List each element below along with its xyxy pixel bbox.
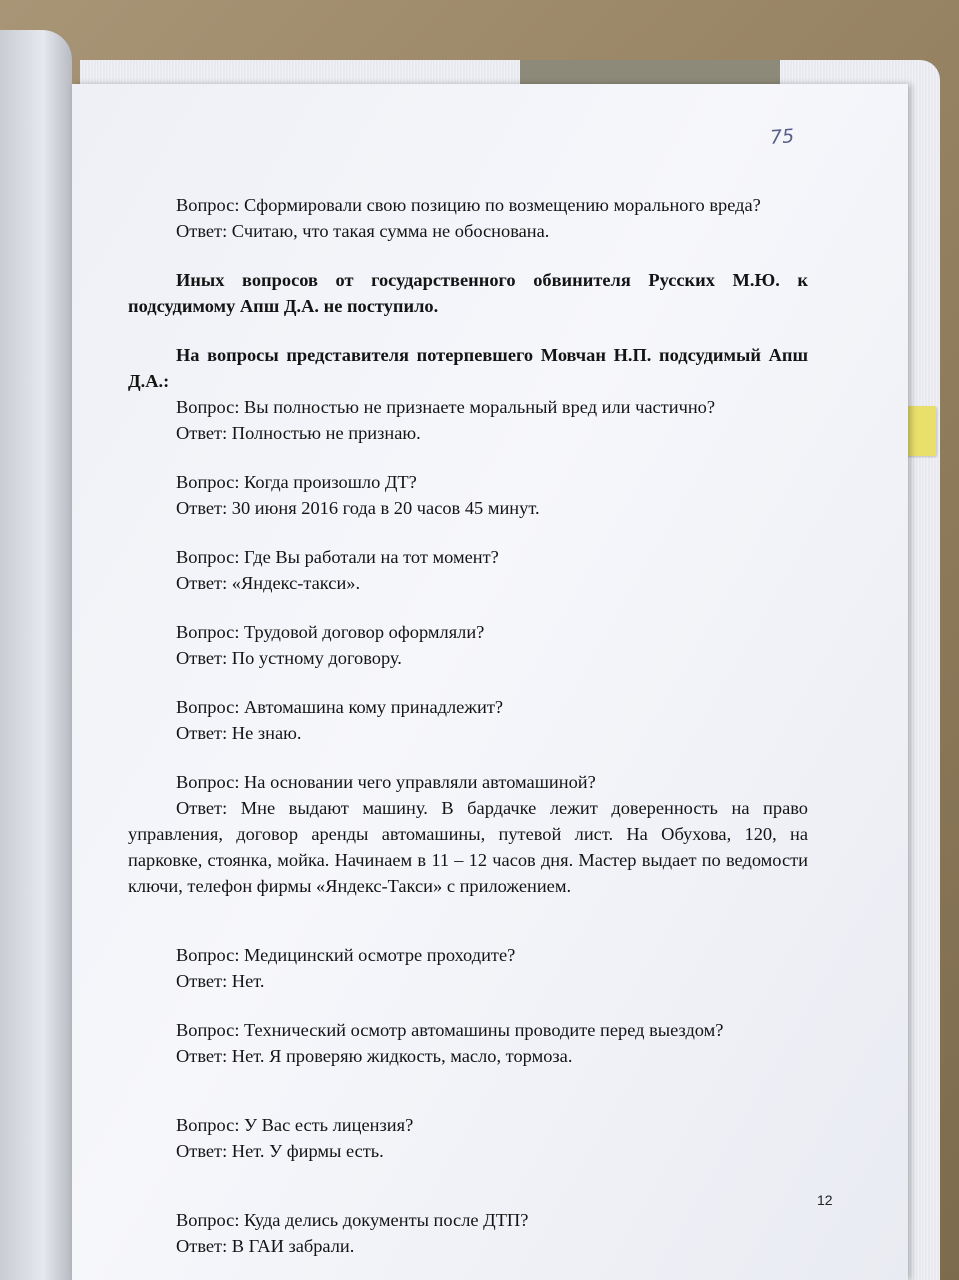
answer: Ответ: Нет. У фирмы есть. [176,1141,384,1161]
bold-statement: Иных вопросов от государственного обвинителя Русских М.Ю. к подсудимому Апш Д.А. не поступило. [128,270,808,316]
binder-spine [0,30,72,1280]
question: Вопрос: Куда делись документы после ДТП? [176,1210,529,1230]
question: Вопрос: На основании чего управляли автомашиной? [176,772,596,792]
question: Вопрос: У Вас есть лицензия? [176,1115,414,1135]
answer: Ответ: В ГАИ забрали. [176,1236,355,1256]
question: Вопрос: Автомашина кому принадлежит? [176,697,504,717]
answer: Ответ: Нет. [176,971,265,991]
bold-heading: На вопросы представителя потерпевшего Мовчан Н.П. подсудимый Апш Д.А.: [128,345,808,391]
question: Вопрос: Где Вы работали на тот момент? [176,547,499,567]
question: Вопрос: Технический осмотр автомашины проводите перед выездом? [176,1020,724,1040]
question: Вопрос: Трудовой договор оформляли? [176,622,485,642]
page-number: 12 [817,1192,833,1208]
sticky-note-tab [904,406,936,456]
answer: Ответ: По устному договору. [176,648,402,668]
answer: Ответ: 30 июня 2016 года в 20 часов 45 минут. [176,498,540,518]
answer: Ответ: «Яндекс-такси». [176,573,361,593]
answer: Ответ: Полностью не признаю. [176,423,421,443]
question: Вопрос: Когда произошло ДТ? [176,472,417,492]
answer: Ответ: Считаю, что такая сумма не обоснована. [176,221,550,241]
transcript-body [128,192,808,1259]
question: Вопрос: Медицинский осмотре проходите? [176,945,516,965]
answer: Ответ: Не знаю. [176,723,302,743]
handwritten-sheet-number: 75 [769,125,795,149]
question: Вопрос: Вы полностью не признаете моральный вред или частично? [176,397,716,417]
answer: Ответ: Нет. Я проверяю жидкость, масло, тормоза. [176,1046,573,1066]
answer: Ответ: Мне выдают машину. В бардачке лежит доверенность на право управления, договор аренды автомашины, путевой лист. На Обухова, 120, на парковке, стоянка, мойка. Начинаем в 11 – 12 часов дня. Мастер выдает по ведомости ключи, телефон фирмы «Яндекс-Такси» с приложением. [128,798,808,896]
question: Вопрос: Сформировали свою позицию по возмещению морального вреда? [176,195,761,215]
